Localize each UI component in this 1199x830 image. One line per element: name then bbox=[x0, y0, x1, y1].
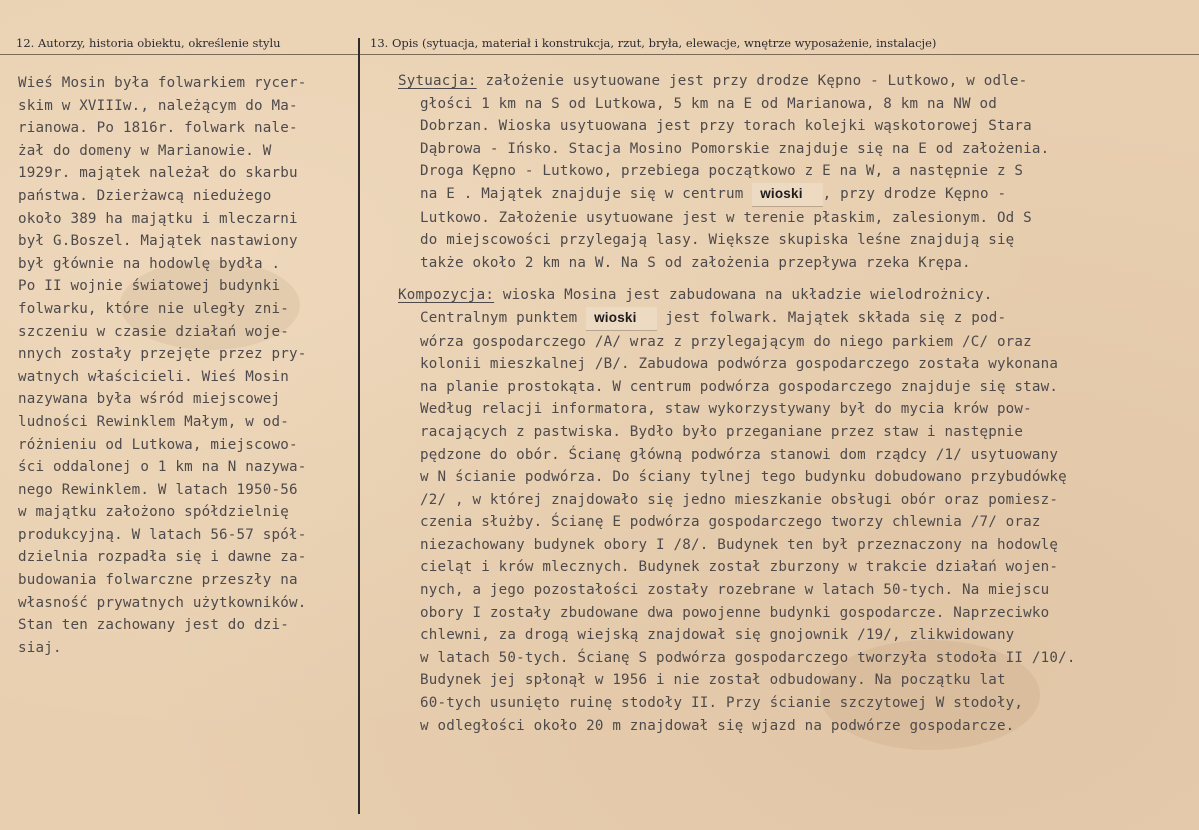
text-line: do miejscowości przylegają lasy. Większe skupiska leśne znajdują się bbox=[420, 232, 1015, 249]
header-rule bbox=[0, 54, 1199, 55]
history-text bbox=[18, 72, 354, 659]
text-line: pędzone do obór. Ścianę główną podwórza stanowi dom rządcy /1/ usytuowany bbox=[420, 446, 1059, 463]
text-line: Lutkowo. Założenie usytuowane jest w terenie płaskim, zalesionym. Od S bbox=[420, 209, 1032, 226]
text-line: Budynek jej spłonął w 1956 i nie został odbudowany. Na początku lat bbox=[420, 672, 1006, 689]
text-line: nych, a jego pozostałości zostały rozebrane w latach 50-tych. Na miejscu bbox=[420, 582, 1050, 599]
text-line: Droga Kępno - Lutkowo, przebiega początkowo z E na W, a następnie z S bbox=[420, 163, 1024, 180]
text-line: kolonii mieszkalnej /B/. Zabudowa podwórza gospodarczego została wykonana bbox=[420, 356, 1059, 373]
text-line: 1929r. majątek należał do skarbu bbox=[18, 165, 298, 182]
text-line: budowania folwarczne przeszły na bbox=[18, 572, 298, 589]
text-line: folwarku, które nie uległy zni- bbox=[18, 300, 289, 317]
text-line: także około 2 km na W. Na S od założenia przepływa rzeka Krępa. bbox=[420, 254, 971, 271]
stamped-word: wioski bbox=[586, 307, 656, 331]
situation-first-line: Sytuacja: założenie usytuowane jest przy drodze Kępno - Lutkowo, w odle- bbox=[398, 73, 1028, 89]
text-line: siaj. bbox=[18, 639, 62, 656]
text-line: żał do domeny w Marianowie. W bbox=[18, 142, 272, 159]
text-line: Wieś Mosin była folwarkiem rycer- bbox=[18, 75, 307, 91]
text-line: /2/ , w której znajdowało się jedno mieszkanie obsługi obór oraz pomiesz- bbox=[420, 491, 1059, 508]
text-line: niezachowany budynek obory I /8/. Budynek ten był przeznaczony na hodowlę bbox=[420, 536, 1059, 553]
situation-lines-b bbox=[398, 207, 1188, 275]
text-line: chlewni, za drogą wiejską znajdował się gnojownik /19/, zlikwidowany bbox=[420, 627, 1015, 644]
text-line: różnieniu od Lutkowa, miejscowo- bbox=[18, 436, 298, 453]
text-line: był głównie na hodowlę bydła . bbox=[18, 255, 281, 272]
text-line: był G.Boszel. Majątek nastawiony bbox=[18, 233, 298, 250]
text-line: nego Rewinklem. W latach 1950-56 bbox=[18, 481, 298, 498]
text-line: nnych zostały przejęte przez pry- bbox=[18, 346, 307, 363]
text-line: na planie prostokąta. W centrum podwórza gospodarczego znajduje się staw. bbox=[420, 378, 1059, 395]
text-line: obory I zostały zbudowane dwa powojenne budynki gospodarcze. Naprzeciwko bbox=[420, 604, 1050, 621]
text-line: w odległości około 20 m znajdował się wjazd na podwórze gospodarcze. bbox=[420, 717, 1015, 734]
text-line: dzielnia rozpadła się i dawne za- bbox=[18, 549, 307, 566]
composition-stamp-line: Centralnym punktem wioski jest folwark. Majątek składa się z pod- bbox=[398, 307, 1188, 331]
text-line: Stan ten zachowany jest do dzi- bbox=[18, 617, 289, 634]
text-line: 60-tych usunięto ruinę stodoły II. Przy ścianie szczytowej W stodoły, bbox=[420, 695, 1024, 712]
text-line: cieląt i krów mlecznych. Budynek został zburzony w trakcie działań wojen- bbox=[420, 559, 1059, 576]
text-line: w latach 50-tych. Ścianę S podwórza gospodarczego tworzyła stodoła II /10/. bbox=[420, 649, 1076, 666]
situation-stamp-line: na E . Majątek znajduje się w centrum wioski , przy drodze Kępno - bbox=[398, 183, 1188, 207]
text-line: produkcyjną. W latach 56-57 spół- bbox=[18, 526, 307, 543]
text-line: państwa. Dzierżawcą niedużego bbox=[18, 187, 272, 204]
composition-first-line: Kompozycja: wioska Mosina jest zabudowana na układzie wielodrożnicy. bbox=[398, 287, 993, 304]
text-line: własność prywatnych użytkowników. bbox=[18, 594, 307, 611]
text-line: wórza gospodarczego /A/ wraz z przylegającym do niego parkiem /C/ oraz bbox=[420, 333, 1032, 350]
text-line: Dąbrowa - Ińsko. Stacja Mosino Pomorskie znajduje się na E od założenia. bbox=[420, 140, 1050, 157]
section-12-header: 12. Autorzy, historia obiektu, określenie stylu bbox=[16, 36, 281, 50]
composition-lines bbox=[398, 331, 1188, 738]
text-line: Po II wojnie światowej budynki bbox=[18, 278, 281, 295]
text-line: głości 1 km na S od Lutkowa, 5 km na E od Marianowa, 8 km na NW od bbox=[420, 95, 997, 112]
text-line: watnych właścicieli. Wieś Mosin bbox=[18, 368, 289, 385]
text-line: ści oddalonej o 1 km na N nazywa- bbox=[18, 459, 307, 476]
section-13-header: 13. Opis (sytuacja, materiał i konstrukcja, rzut, bryła, elewacje, wnętrze wyposażenie, instalacje) bbox=[370, 36, 937, 50]
text-line: Według relacji informatora, staw wykorzystywany był do mycia krów pow- bbox=[420, 401, 1032, 418]
text-line: około 389 ha majątku i mleczarni bbox=[18, 210, 298, 227]
text-line: rianowa. Po 1816r. folwark nale- bbox=[18, 120, 298, 137]
text-line: nazywana była wśród miejscowej bbox=[18, 391, 281, 408]
text-line: w N ścianie podwórza. Do ściany tylnej tego budynku dobudowano przybudówkę bbox=[420, 469, 1067, 486]
situation-heading: Sytuacja: bbox=[398, 73, 477, 89]
column-divider bbox=[358, 38, 360, 814]
text-line: ludności Rewinklem Małym, w od- bbox=[18, 413, 289, 430]
text-line: w majątku założono spółdzielnię bbox=[18, 504, 289, 521]
description-text bbox=[398, 70, 1188, 737]
text-line: racających z pastwiska. Bydło było przeganiane przez staw i następnie bbox=[420, 423, 1024, 440]
text-line: szczeniu w czasie działań woje- bbox=[18, 323, 289, 340]
text-line: Dobrzan. Wioska usytuowana jest przy torach kolejki wąskotorowej Stara bbox=[420, 118, 1032, 135]
stamped-word: wioski bbox=[752, 183, 822, 207]
composition-heading: Kompozycja: bbox=[398, 287, 495, 304]
text-line: skim w XVIIIw., należącym do Ma- bbox=[18, 97, 298, 114]
situation-lines-a bbox=[398, 93, 1188, 183]
text-line: czenia służby. Ścianę E podwórza gospodarczego tworzy chlewnia /7/ oraz bbox=[420, 514, 1041, 531]
